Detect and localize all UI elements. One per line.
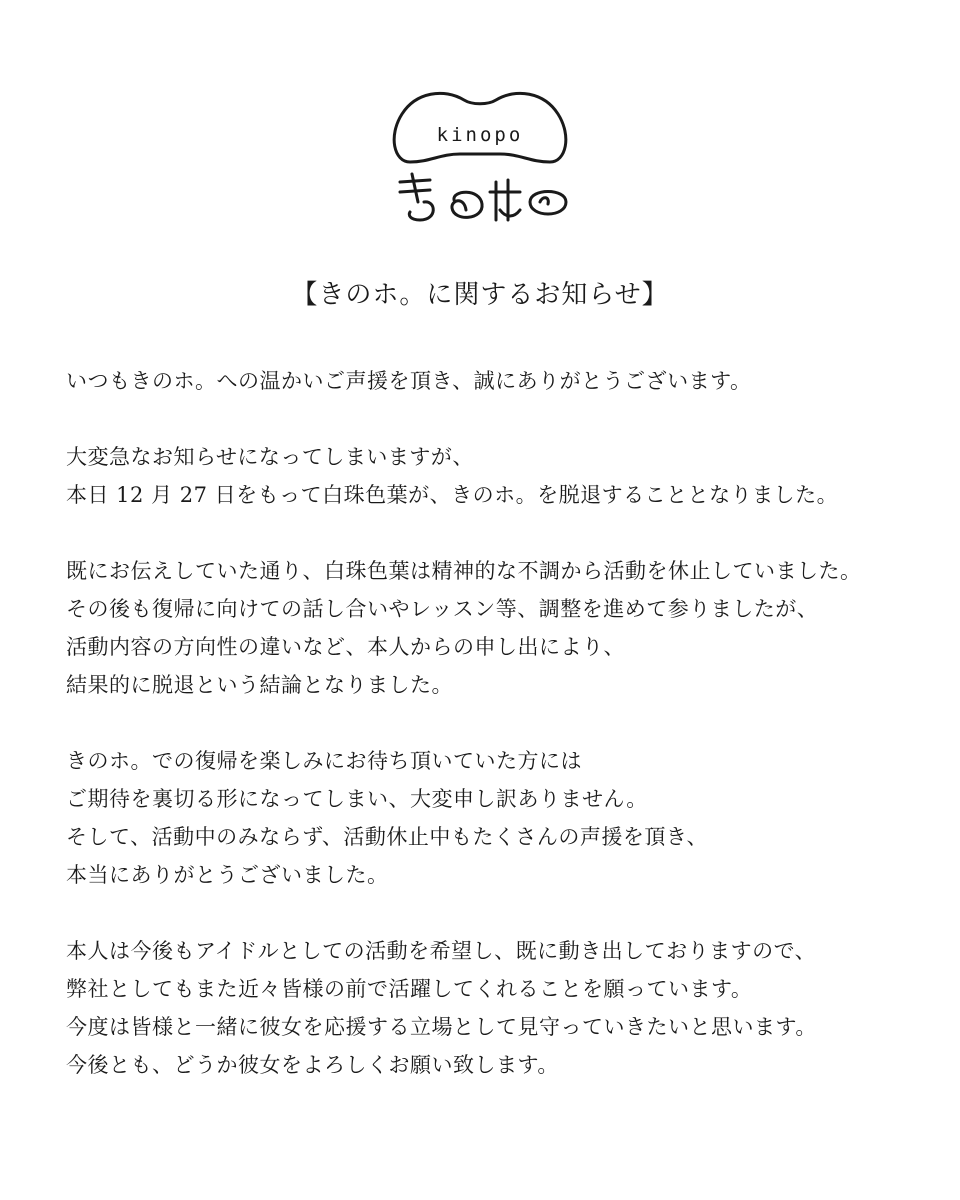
text-line: 大変急なお知らせになってしまいますが、 <box>66 445 474 469</box>
text-line: 活動内容の方向性の違いなど、本人からの申し出により、 <box>66 635 625 659</box>
text-line: 既にお伝えしていた通り、白珠色葉は精神的な不調から活動を休止していました。 <box>66 559 862 583</box>
paragraph-background <box>66 552 926 704</box>
logo-brand-glyphs <box>400 174 566 220</box>
text-line: きのホ。での復帰を楽しみにお待ち頂いていた方には <box>66 749 582 773</box>
logo <box>0 0 960 240</box>
text-line: 弊社としてもまた近々皆様の前で活躍してくれることを願っています。 <box>66 977 753 1001</box>
paragraph-apology <box>66 742 926 894</box>
text-line: 本日 12 月 27 日をもって白珠色葉が、きのホ。を脱退することとなりました。 <box>66 483 839 507</box>
text-line: 本当にありがとうございました。 <box>66 863 389 887</box>
text-line: いつもきのホ。への温かいご声援を頂き、誠にありがとうございます。 <box>66 369 752 393</box>
paragraph-closing <box>66 932 926 1084</box>
text-line: 本人は今後もアイドルとしての活動を希望し、既に動き出しておりますので、 <box>66 939 817 963</box>
logo-mark <box>380 70 580 230</box>
text-line: 結果的に脱退という結論となりました。 <box>66 673 453 697</box>
text-line: その後も復帰に向けての話し合いやレッスン等、調整を進めて参りましたが、 <box>66 597 819 621</box>
paragraph-announcement <box>66 438 926 514</box>
logo-wordmark: kinopo <box>436 124 524 146</box>
text-line: ご期待を裏切る形になってしまい、大変申し訳ありません。 <box>66 787 648 811</box>
announcement-body <box>66 362 926 1122</box>
page-title: 【きのホ。に関するお知らせ】 <box>291 280 669 310</box>
text-line: 今後とも、どうか彼女をよろしくお願い致します。 <box>66 1053 559 1077</box>
paragraph-greeting <box>66 362 926 400</box>
text-line: そして、活動中のみならず、活動休止中もたくさんの声援を頂き、 <box>66 825 709 849</box>
text-line: 今度は皆様と一緒に彼女を応援する立場として見守っていきたいと思います。 <box>66 1015 817 1039</box>
